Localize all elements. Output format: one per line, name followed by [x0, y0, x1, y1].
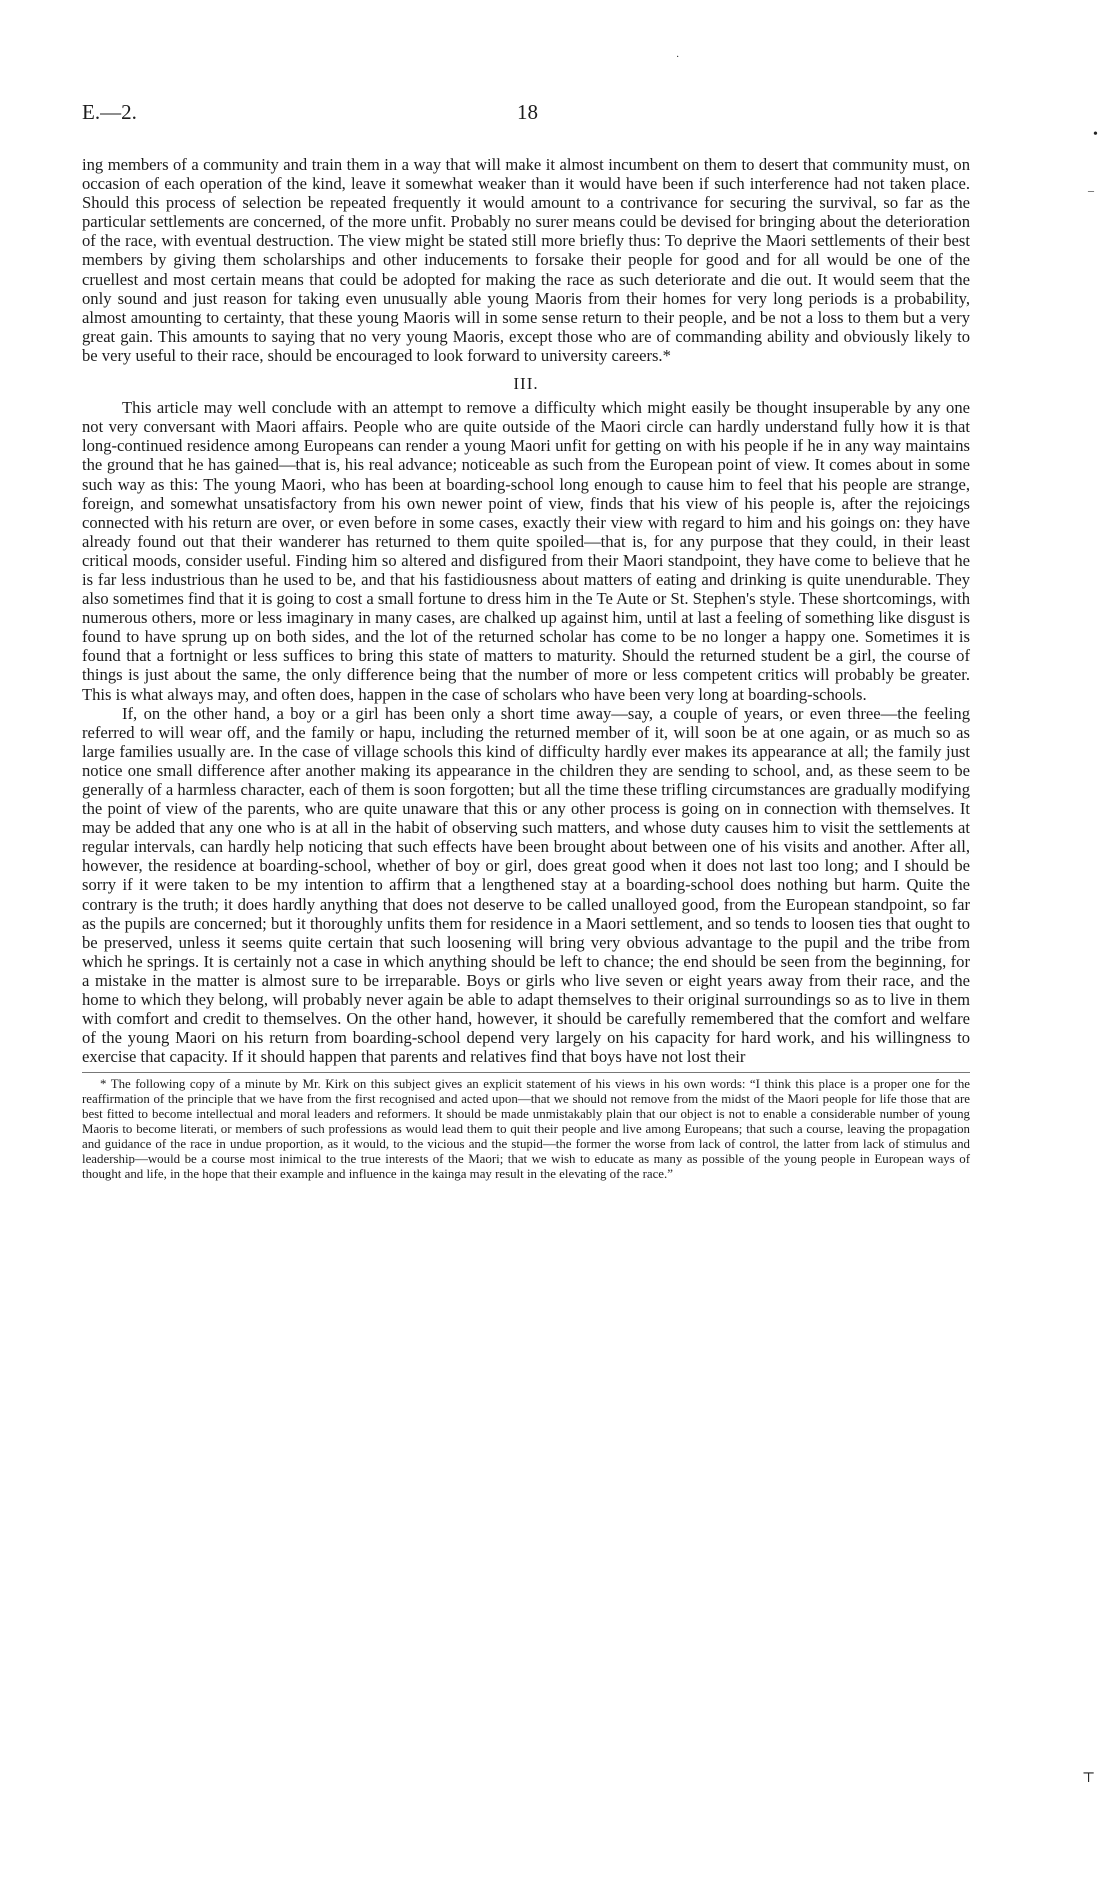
footnote-text: * The following copy of a minute by Mr. Kirk on this subject gives an explicit statement of his views in his own words: “I think this place is a proper one for the reaffirmation of the principle that we have from the first recognised and acted upon—that we should not remove from the midst of the Maori people for life those that are best fitted to become intellectual and moral leaders and reformers. It should be made unmistakably plain that our object is not to enable a considerable number of young Maoris to become literati, or members of such professions as would lead them to quit their people and live among Europeans; that such a course, leaving the propagation and guidance of the race in undue proportion, as it would, to the vicious and the stupid—the former the worse from lack of control, the latter from lack of stimulus and leadership—would be a course most inimical to the true interests of the Maori; that we wish to educate as many as possible of the young people in European ways of thought and life, in the hope that their example and influence in the kainga may result in the elevating of the race.” [82, 1077, 970, 1181]
body-paragraph-1: This article may well conclude with an attempt to remove a difficulty which might easily be thought insuperable by any one not very conversant with Maori affairs. People who are quite outside of the Maori circle can hardly understand fully how it is that long-continued residence among Europeans can render a young Maori unfit for getting on with his people if he in any way maintains the ground that he has gained—that is, his real advance; noticeable as such from the European point of view. It comes about in some such way as this: The young Maori, who has been at boarding-school long enough to cause him to feel that his people are strange, foreign, and somewhat unsatisfactory from his own newer point of view, finds that his view of his people is, after the rejoicings connected with his return are over, or even before in some cases, exactly their view with regard to him and his goings on: they have already found out that their wanderer has returned to them quite spoiled—that is, for any purpose that they could, in their least critical moods, consider useful. Finding him so altered and disfigured from their Maori standpoint, they have come to believe that he is far less industrious than he used to be, and that his fastidiousness about matters of eating and drinking is quite unendurable. They also sometimes find that it is going to cost a small fortune to dress him in the Te Aute or St. Stephen's style. These shortcomings, with numerous others, more or less imaginary in many cases, are chalked up against him, until at last a feeling of something like disgust is found to have sprung up on both sides, and the lot of the returned scholar has come to be no longer a happy one. Sometimes it is found that a fortnight or less suffices to bring this state of matters to maturity. Should the returned student be a girl, the course of things is just about the same, the only difference being that the number of more or less competent critics will probably be greater. This is what always may, and often does, happen in the case of scholars who have been very long at boarding-schools. [82, 398, 970, 704]
document-reference: E.—2. [82, 100, 137, 124]
page-header [82, 100, 974, 130]
page-body [82, 155, 970, 1182]
margin-dash-mark: – [1088, 183, 1094, 197]
page-number: 18 [517, 100, 538, 124]
margin-bullet-mark: • [1093, 127, 1098, 142]
body-paragraph-2: If, on the other hand, a boy or a girl has been only a short time away—say, a couple of years, or even three—the feeling referred to will wear off, and the family or hapu, including the returned member of it, will soon be at one again, or as much so as large families usually are. In the case of village schools this kind of difficulty hardly ever makes its appearance at all; the family just notice one small difference after another making its appearance in the children they are sending to school, and, as these seem to be generally of a harmless character, each of them is soon forgotten; but all the time these trifling circumstances are gradually modifying the point of view of the parents, who are quite unaware that this or any other process is going on in connection with themselves. It may be added that any one who is at all in the habit of observing such matters, and whose duty causes him to visit the settlements at regular intervals, can hardly help noticing that such effects have been brought about between one of his visits and another. After all, however, the residence at boarding-school, whether of boy or girl, does great good when it does not last too long; and I should be sorry if it were taken to be my intention to affirm that a lengthened stay at a boarding-school does nothing but harm. Quite the contrary is the truth; it does hardly anything that does not deserve to be called unalloyed good, from the European standpoint, so far as the pupils are concerned; but it thoroughly unfits them for residence in a Maori settlement, and so tends to loosen ties that ought to be preserved, unless it seems quite certain that such loosening will bring very obvious advantage to the pupil and the tribe from which he springs. It is certainly not a case in which anything should be left to chance; the end should be seen from the beginning, for a mistake in the matter is almost sure to be irreparable. Boys or girls who live seven or eight years away from their race, and the home to which they belong, will probably never again be able to adapt themselves to their original surroundings so as to live in them with comfort and credit to themselves. On the other hand, however, it should be carefully remembered that the comfort and welfare of the young Maori on his return from boarding-school depend very largely on his capacity for hard work, and his willingness to exercise that capacity. If it should happen that parents and relatives find that boys have not lost their [82, 703, 970, 1067]
section-heading: III. [513, 374, 539, 394]
carryover-paragraph: ing members of a community and train them in a way that will make it almost incumbent on them to desert that community must, on occasion of each operation of the kind, leave it somewhat weaker than it would have been if such interference had not taken place. Should this process of selection be repeated frequently it would amount to a contrivance for securing the survival, so far as the particular settlements are concerned, of the more unfit. Probably no surer means could be devised for bringing about the deterioration of the race, with eventual destruction. The view might be stated still more briefly thus: To deprive the Maori settlements of their best members by giving them scholarships and other inducements to forsake their people for good and for all would be one of the cruellest and most certain means that could be adopted for making the race as such deteriorate and die out. It would seem that the only sound and just reason for taking even unusually able young Maoris from their homes for very long periods is a probability, almost amounting to certainty, that these young Maoris will in some sense return to their people, and be not a loss to them but a very great gain. This amounts to saying that no very young Maoris, except those who are of commanding ability and obviously likely to be very useful to their race, should be encouraged to look forward to university careers.* [82, 155, 970, 365]
margin-tick-mark: ⊤ [1082, 1771, 1096, 1786]
footnote [82, 1077, 970, 1181]
footnote-divider [82, 1072, 970, 1073]
margin-dot-mark: · [676, 52, 680, 63]
